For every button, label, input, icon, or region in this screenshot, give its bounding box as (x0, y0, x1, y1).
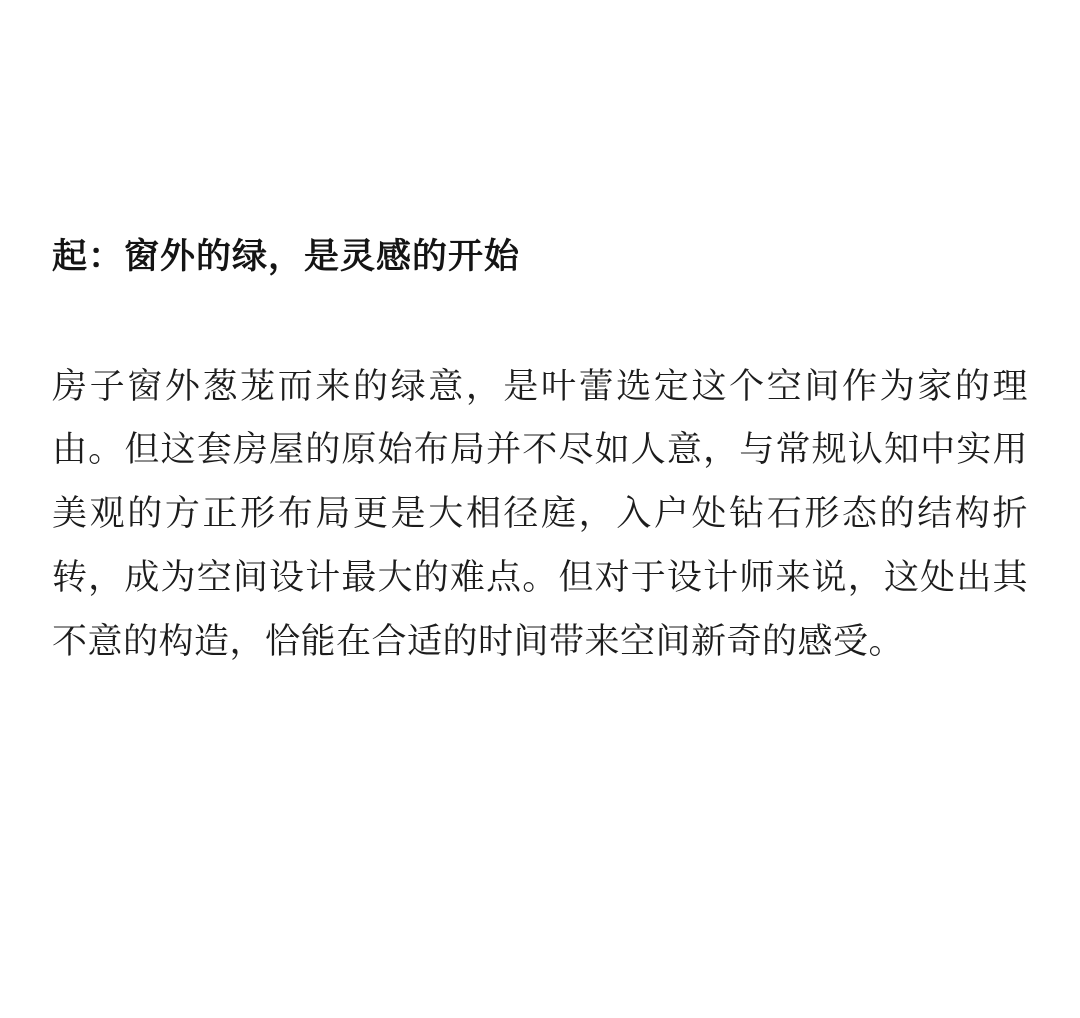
body-paragraph: 房子窗外葱茏而来的绿意，是叶蕾选定这个空间作为家的理由。但这套房屋的原始布局并不尽如人意，与常规认知中实用美观的方正形布局更是大相径庭，入户处钻石形态的结构折转，成为空间设计最大的难点。但对于设计师来说，这处出其不意的构造，恰能在合适的时间带来空间新奇的感受。 (52, 366, 1028, 661)
heading-body-gap (52, 283, 1028, 355)
section-heading: 起：窗外的绿，是灵感的开始 (52, 237, 521, 276)
top-spacer (52, 0, 1028, 232)
